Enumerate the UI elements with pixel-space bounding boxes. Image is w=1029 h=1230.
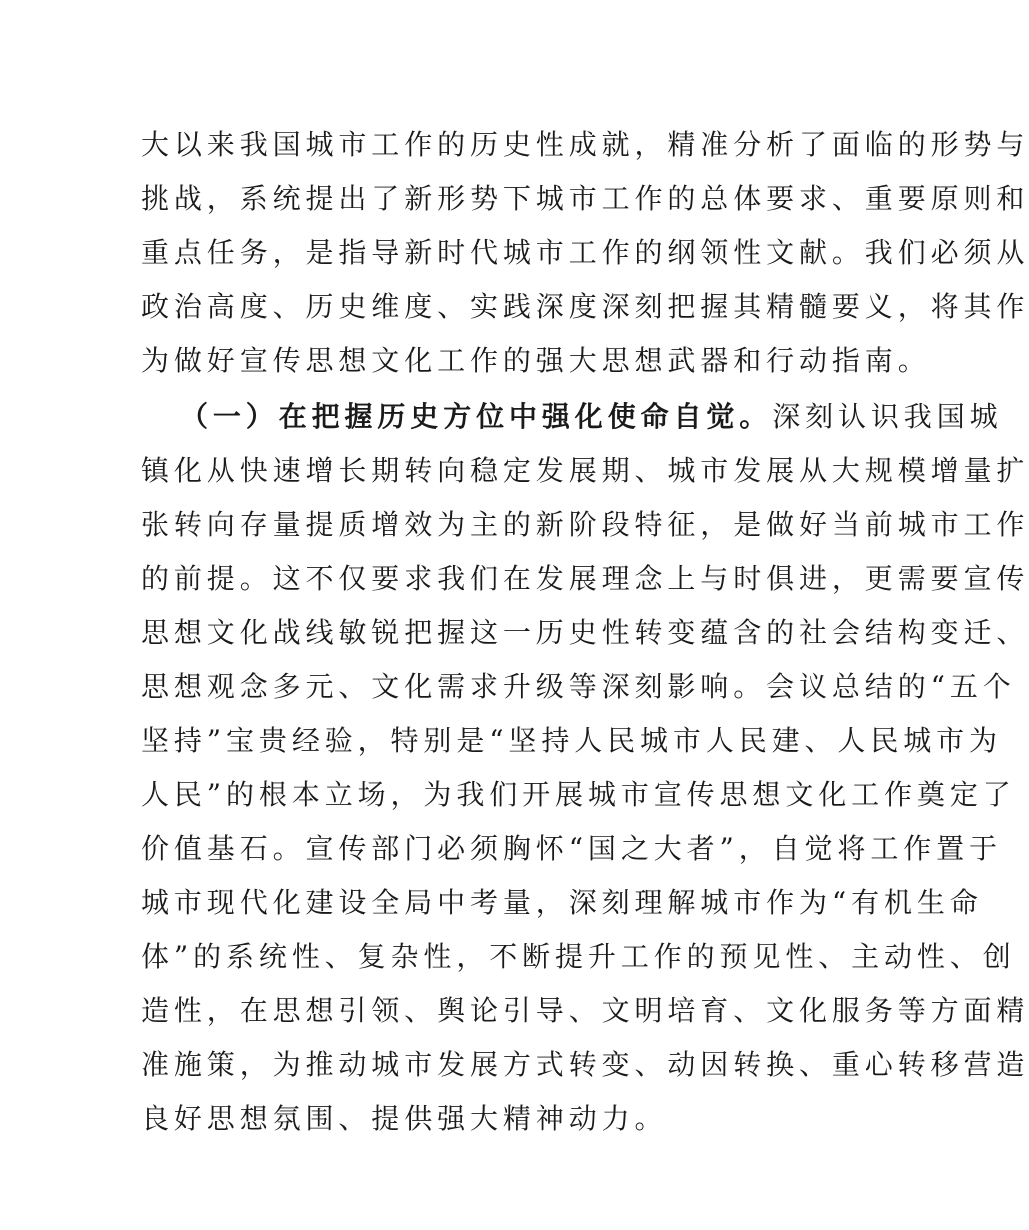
- paragraph-2-line: [0, 660, 1016, 714]
- paragraph-2-line: [0, 444, 1029, 498]
- paragraph-2-line-text: 价值基石。宣传部门必须胸怀“国之大者”，自觉将工作置于: [141, 832, 1002, 865]
- paragraph-2-line: [0, 930, 1016, 984]
- paragraph-2-line-text: 镇化从快速增长期转向稳定发展期、城市发展从大规模增量扩: [141, 454, 1029, 487]
- paragraph-2-line: [0, 822, 1002, 876]
- paragraph-2-line: [0, 1092, 950, 1146]
- paragraph-1-line-text: 为做好宣传思想文化工作的强大思想武器和行动指南。: [141, 344, 931, 377]
- paragraph-2-line-text: 张转向存量提质增效为主的新阶段特征，是做好当前城市工作: [141, 508, 1029, 541]
- paragraph-1-line-text: 政治高度、历史维度、实践深度深刻把握其精髓要义，将其作: [141, 290, 1029, 323]
- paragraph-1-line-text: 重点任务，是指导新时代城市工作的纲领性文献。我们必须从: [141, 236, 1029, 269]
- paragraph-2-line-text: 准施策，为推动城市发展方式转变、动因转换、重心转移营造: [141, 1048, 1029, 1081]
- paragraph-2-line-text: 造性，在思想引领、舆论引导、文明培育、文化服务等方面精: [141, 994, 1029, 1027]
- paragraph-2-line: [0, 714, 1002, 768]
- paragraph-2-line-text: 的前提。这不仅要求我们在发展理念上与时俱进，更需要宣传: [141, 562, 1029, 595]
- paragraph-2-line: [0, 876, 983, 930]
- paragraph-2-line-text: 人民”的根本立场，为我们开展城市宣传思想文化工作奠定了: [141, 778, 1016, 811]
- paragraph-2-line-text: 思想文化战线敏锐把握这一历史性转变蕴含的社会结构变迁、: [141, 616, 1029, 649]
- paragraph-2-line: [0, 768, 1016, 822]
- paragraph-2-line-text: 思想观念多元、文化需求升级等深刻影响。会议总结的“五个: [141, 670, 1016, 703]
- paragraph-2-line: [0, 498, 1029, 552]
- paragraph-2-line: [0, 1038, 1029, 1092]
- paragraph-1-line-text: 大以来我国城市工作的历史性成就，精准分析了面临的形势与: [141, 128, 1029, 161]
- paragraph-2-line: [0, 984, 1029, 1038]
- paragraph-1-line: [0, 226, 1029, 280]
- paragraph-2-first-line: [0, 390, 1003, 444]
- paragraph-2-line-text: 城市现代化建设全局中考量，深刻理解城市作为“有机生命: [141, 886, 983, 919]
- paragraph-1-line: [0, 334, 950, 388]
- paragraph-2-line-text: 良好思想氛围、提供强大精神动力。: [141, 1102, 668, 1135]
- paragraph-2-line: [0, 552, 1029, 606]
- paragraph-2-line: [0, 606, 1029, 660]
- paragraph-1-line: [0, 172, 1029, 226]
- paragraph-1-line: [0, 280, 1029, 334]
- paragraph-1-line-text: 挑战，系统提出了新形势下城市工作的总体要求、重要原则和: [141, 182, 1029, 215]
- paragraph-2-line-text: 体”的系统性、复杂性，不断提升工作的预见性、主动性、创: [141, 940, 1016, 973]
- section-heading: （一）在把握历史方位中强化使命自觉。: [180, 400, 773, 433]
- paragraph-2-line-text: 坚持”宝贵经验，特别是“坚持人民城市人民建、人民城市为: [141, 724, 1002, 757]
- paragraph-2-first-line-text: 深刻认识我国城: [772, 400, 1003, 433]
- paragraph-1-line: [0, 118, 1029, 172]
